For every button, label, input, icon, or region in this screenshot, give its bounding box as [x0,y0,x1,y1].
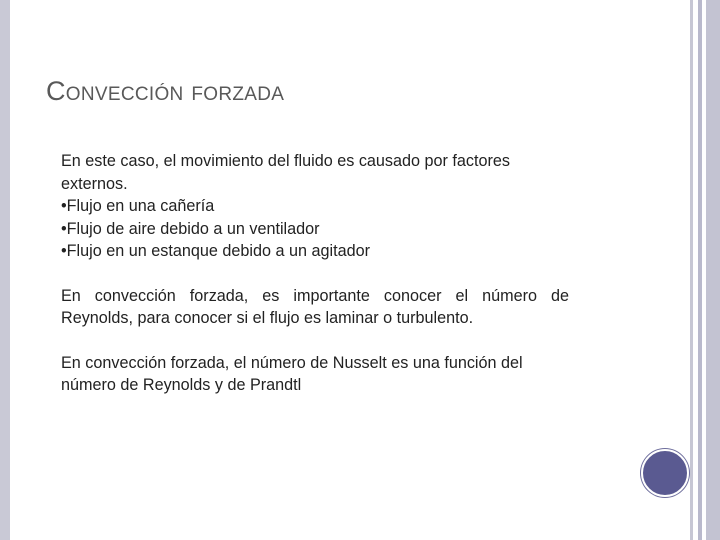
slide-title: Convección forzada [46,76,285,106]
right-frame-bar [706,0,720,540]
bullet-list [61,195,569,263]
right-frame-line-mid [698,0,702,540]
circle-icon[interactable] [641,449,689,497]
bullet-item: • Flujo de aire debido a un ventilador [61,218,569,241]
left-frame-bar [0,0,10,540]
intro-text: En este caso, el movimiento del fluido es causado por factores externos. [61,152,510,193]
slide-body [61,150,569,397]
spacer [61,263,569,285]
bullet-item: • Flujo en un estanque debido a un agitador [61,240,569,263]
reynolds-paragraph: En convección forzada, es importante conocer el número de Reynolds, para conocer si el flujo es laminar o turbulento. [61,286,569,327]
right-frame-line-outer [690,0,693,540]
bullet-item: • Flujo en una cañería [61,195,569,218]
spacer [61,330,569,352]
nusselt-paragraph: En convección forzada, el número de Nusselt es una función del número de Reynolds y de Prandtl [61,353,523,394]
